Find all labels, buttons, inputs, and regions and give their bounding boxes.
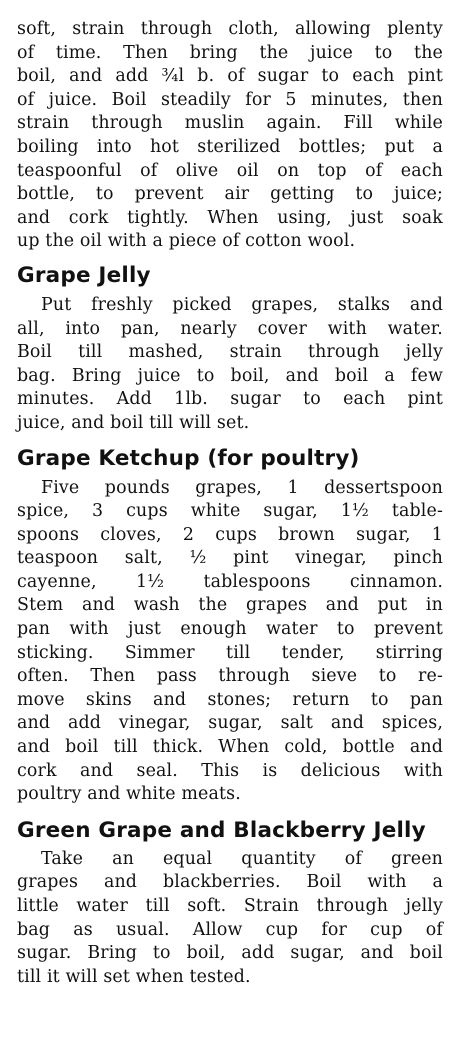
recipe-body-green-grape-blackberry-jelly [17,848,443,990]
text-line: boiling into hot sterilized bottles; put a [17,136,443,157]
text-line: sticking. Simmer till tender, stirring [17,642,443,663]
text-line: spoons cloves, 2 cups brown sugar, 1 [17,524,443,545]
text-line: pan with just enough water to prevent [17,619,443,640]
text-line: spice, 3 cups white sugar, 1½ table- [17,501,443,522]
text-line: Put freshly picked grapes, stalks and [41,294,443,315]
text-line: move skins and stones; return to pan [17,689,443,710]
text-line: little water till soft. Strain through jelly [17,896,443,916]
text-line: sugar. Bring to boil, add sugar, and boil [17,943,443,964]
text-line: up the oil with a piece of cotton wool. [17,231,356,252]
text-line: and cork tightly. When using, just soak [17,207,443,228]
text-line: teaspoonful of olive oil on top of each [17,160,443,181]
recipe-title-grape-jelly: Grape Jelly [17,262,151,288]
text-line: and add vinegar, sugar, salt and spices, [17,713,443,734]
recipe-body-grape-ketchup [17,477,443,807]
text-line: boil, and add ¾l b. of sugar to each pint [17,66,443,87]
text-line: bag. Bring juice to boil, and boil a few [17,365,443,386]
text-line: Stem and wash the grapes and put in [17,595,443,616]
text-line: minutes. Add 1lb. sugar to each pint [17,389,443,410]
recipe-body-grape-jelly [17,294,443,436]
text-line: Boil till mashed, strain through jelly [17,342,443,363]
text-line: cork and seal. This is delicious with [17,760,443,781]
text-line: all, into pan, nearly cover with water. [17,318,443,339]
cookbook-page [17,18,443,989]
text-line: and boil till thick. When cold, bottle and [17,737,443,758]
text-line: teaspoon salt, ½ pint vinegar, pinch [17,548,443,569]
recipe-title-green-grape-blackberry-jelly: Green Grape and Blackberry Jelly [17,817,426,843]
text-line: grapes and blackberries. Boil with a [17,872,443,893]
text-line: of juice. Boil steadily for 5 minutes, then [17,89,443,110]
recipe-title-grape-ketchup: Grape Ketchup (for poultry) [17,445,360,471]
text-line: juice, and boil till will set. [17,412,250,433]
text-line: bottle, to prevent air getting to juice; [17,184,443,205]
text-line: often. Then pass through sieve to re- [17,666,443,687]
text-line: soft, strain through cloth, allowing plenty [17,19,443,39]
text-line: of time. Then bring the juice to the [17,42,443,63]
text-line: Five pounds grapes, 1 dessertspoon [41,477,443,498]
text-line: Take an equal quantity of green [41,848,443,869]
intro-paragraph [17,18,443,254]
text-line: bag as usual. Allow cup for cup of [17,919,443,940]
text-line: poultry and white meats. [17,784,241,805]
text-line: till it will set when tested. [17,966,251,987]
text-line: strain through muslin again. Fill while [17,113,443,134]
text-line: cayenne, 1½ tablespoons cinnamon. [17,571,443,592]
